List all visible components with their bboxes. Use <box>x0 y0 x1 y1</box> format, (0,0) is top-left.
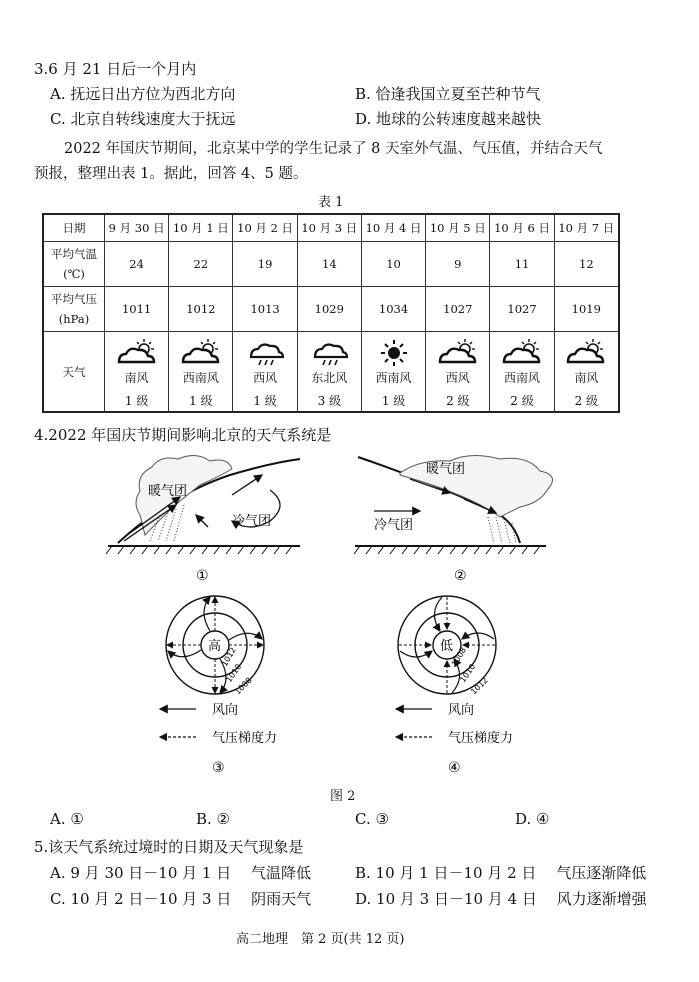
q3-option-d: D. 地球的公转速度越来越快 <box>355 110 542 128</box>
wind-direction: 西南风 <box>182 371 219 385</box>
row-header-temperature-unit: (℃) <box>63 267 85 281</box>
row-header-pressure-unit: (hPa) <box>58 312 90 326</box>
q3-stem: 3.6 月 21 日后一个月内 <box>34 60 197 78</box>
front-diagram-1 <box>106 455 300 584</box>
date-cell: 10 月 4 日 <box>361 214 425 242</box>
table-caption: 表 1 <box>318 195 344 210</box>
wind-direction: 南风 <box>574 371 599 385</box>
pressure-cell: 1011 <box>105 287 169 332</box>
q5-option-c: C. 10 月 2 日－10 月 3 日 阴雨天气 <box>50 890 312 908</box>
pressure-diagram-4 <box>396 596 513 776</box>
wind-level: 1 级 <box>381 394 406 408</box>
pressure-diagram-3 <box>160 596 277 776</box>
rain-cloud-icon <box>307 338 351 368</box>
row-header-pressure <box>43 287 105 332</box>
isobar-label: 1012 <box>469 675 490 697</box>
pressure-cell: 1027 <box>490 287 554 332</box>
weather-cell <box>361 332 425 413</box>
wind-level: 3 级 <box>317 394 342 408</box>
panel-number: ④ <box>448 760 461 776</box>
weather-cell <box>169 332 233 413</box>
date-cell: 9 月 30 日 <box>105 214 169 242</box>
row-header-weather: 天气 <box>43 332 105 413</box>
pressure-cell: 1034 <box>361 287 425 332</box>
q3-option-a: A. 抚远日出方位为西北方向 <box>50 85 236 103</box>
q5-option-a: A. 9 月 30 日－10 月 1 日 气温降低 <box>50 864 312 882</box>
front-diagram-2 <box>354 455 553 584</box>
q3-option-c: C. 北京自转线速度大于抚远 <box>50 110 236 128</box>
weather-table <box>42 213 620 413</box>
q3-option-b: B. 恰逢我国立夏至芒种节气 <box>355 85 541 103</box>
rain-cloud-icon <box>243 338 287 368</box>
pressure-cell: 1027 <box>426 287 490 332</box>
figure-2 <box>0 445 699 810</box>
q5-stem: 5.该天气系统过境时的日期及天气现象是 <box>34 838 304 856</box>
wind-direction: 南风 <box>124 371 149 385</box>
wind-direction: 西风 <box>253 371 278 385</box>
wind-level: 1 级 <box>253 394 277 408</box>
wind-level: 2 级 <box>574 394 599 408</box>
weather-cell <box>297 332 361 413</box>
wind-level: 1 级 <box>124 394 149 408</box>
q5-option-d: D. 10 月 3 日－10 月 4 日 风力逐渐增强 <box>355 890 647 908</box>
isobar-label: 1008 <box>233 675 254 697</box>
warm-air-label: 暖气团 <box>426 462 466 477</box>
wind-level: 1 级 <box>189 394 213 408</box>
temperature-cell: 24 <box>105 242 169 287</box>
wind-level: 2 级 <box>446 394 470 408</box>
legend-pressure-gradient: 气压梯度力 <box>448 731 514 746</box>
panel-number: ② <box>454 568 467 584</box>
weather-cell <box>426 332 490 413</box>
cold-air-label: 冷气团 <box>374 518 414 533</box>
warm-air-label: 暖气团 <box>148 484 188 499</box>
weather-cell <box>233 332 297 413</box>
panel-number: ① <box>196 568 209 584</box>
row-header-pressure-label: 平均气压 <box>51 292 97 306</box>
high-pressure-center: 高 <box>208 639 222 654</box>
legend-wind-direction: 风向 <box>448 703 475 718</box>
wind-direction: 西南风 <box>504 371 541 385</box>
q4-stem: 4.2022 年国庆节期间影响北京的天气系统是 <box>34 426 332 444</box>
temperature-cell: 22 <box>169 242 233 287</box>
isobar-label: 1012 <box>219 645 238 668</box>
weather-cell <box>105 332 169 413</box>
weather-cell <box>490 332 554 413</box>
date-cell: 10 月 3 日 <box>297 214 361 242</box>
temperature-cell: 10 <box>361 242 425 287</box>
date-cell: 10 月 2 日 <box>233 214 297 242</box>
partly-cloudy-sun-icon <box>179 338 223 368</box>
pressure-cell: 1013 <box>233 287 297 332</box>
weather-cell <box>554 332 619 413</box>
q5-option-b: B. 10 月 1 日－10 月 2 日 气压逐渐降低 <box>355 864 647 882</box>
wind-level: 2 级 <box>510 394 534 408</box>
date-cell: 10 月 6 日 <box>490 214 554 242</box>
date-cell: 10 月 5 日 <box>426 214 490 242</box>
row-header-date: 日期 <box>43 214 105 242</box>
legend-wind-direction: 风向 <box>212 703 239 718</box>
pressure-cell: 1012 <box>169 287 233 332</box>
low-pressure-center: 低 <box>440 639 454 654</box>
intro-line-2: 预报，整理出表 1。据此，回答 4、5 题。 <box>34 166 308 182</box>
temperature-cell: 12 <box>554 242 619 287</box>
isobar-label: 1010 <box>224 662 244 685</box>
cold-air-label: 冷气团 <box>232 514 272 529</box>
partly-cloudy-sun-icon <box>500 338 544 368</box>
wind-direction: 西南风 <box>375 371 412 385</box>
row-header-temperature <box>43 242 105 287</box>
wind-direction: 西风 <box>445 371 470 385</box>
pressure-cell: 1019 <box>554 287 619 332</box>
wind-direction: 东北风 <box>311 371 348 385</box>
partly-cloudy-sun-icon <box>564 338 608 368</box>
legend-pressure-gradient: 气压梯度力 <box>212 731 278 746</box>
isobar-label: 1008 <box>449 645 468 668</box>
intro-line-1: 2022 年国庆节期间，北京某中学的学生记录了 8 天室外气温、气压值，并结合天气 <box>64 141 603 157</box>
sun-icon <box>372 338 416 368</box>
date-cell: 10 月 7 日 <box>554 214 619 242</box>
panel-number: ③ <box>212 760 225 776</box>
temperature-cell: 11 <box>490 242 554 287</box>
temperature-cell: 19 <box>233 242 297 287</box>
isobar-label: 1010 <box>458 662 478 685</box>
row-header-temperature-label: 平均气温 <box>51 247 97 261</box>
pressure-cell: 1029 <box>297 287 361 332</box>
q4-option-a: A. ① <box>50 810 84 828</box>
date-cell: 10 月 1 日 <box>169 214 233 242</box>
figure-caption: 图 2 <box>330 789 356 804</box>
temperature-cell: 9 <box>426 242 490 287</box>
page-footer: 高二地理 第 2 页(共 12 页) <box>236 932 405 947</box>
q4-option-c: C. ③ <box>355 810 389 828</box>
partly-cloudy-sun-icon <box>436 338 480 368</box>
temperature-cell: 14 <box>297 242 361 287</box>
q4-option-b: B. ② <box>196 810 231 828</box>
partly-cloudy-sun-icon <box>115 338 159 368</box>
q4-option-d: D. ④ <box>515 810 550 828</box>
